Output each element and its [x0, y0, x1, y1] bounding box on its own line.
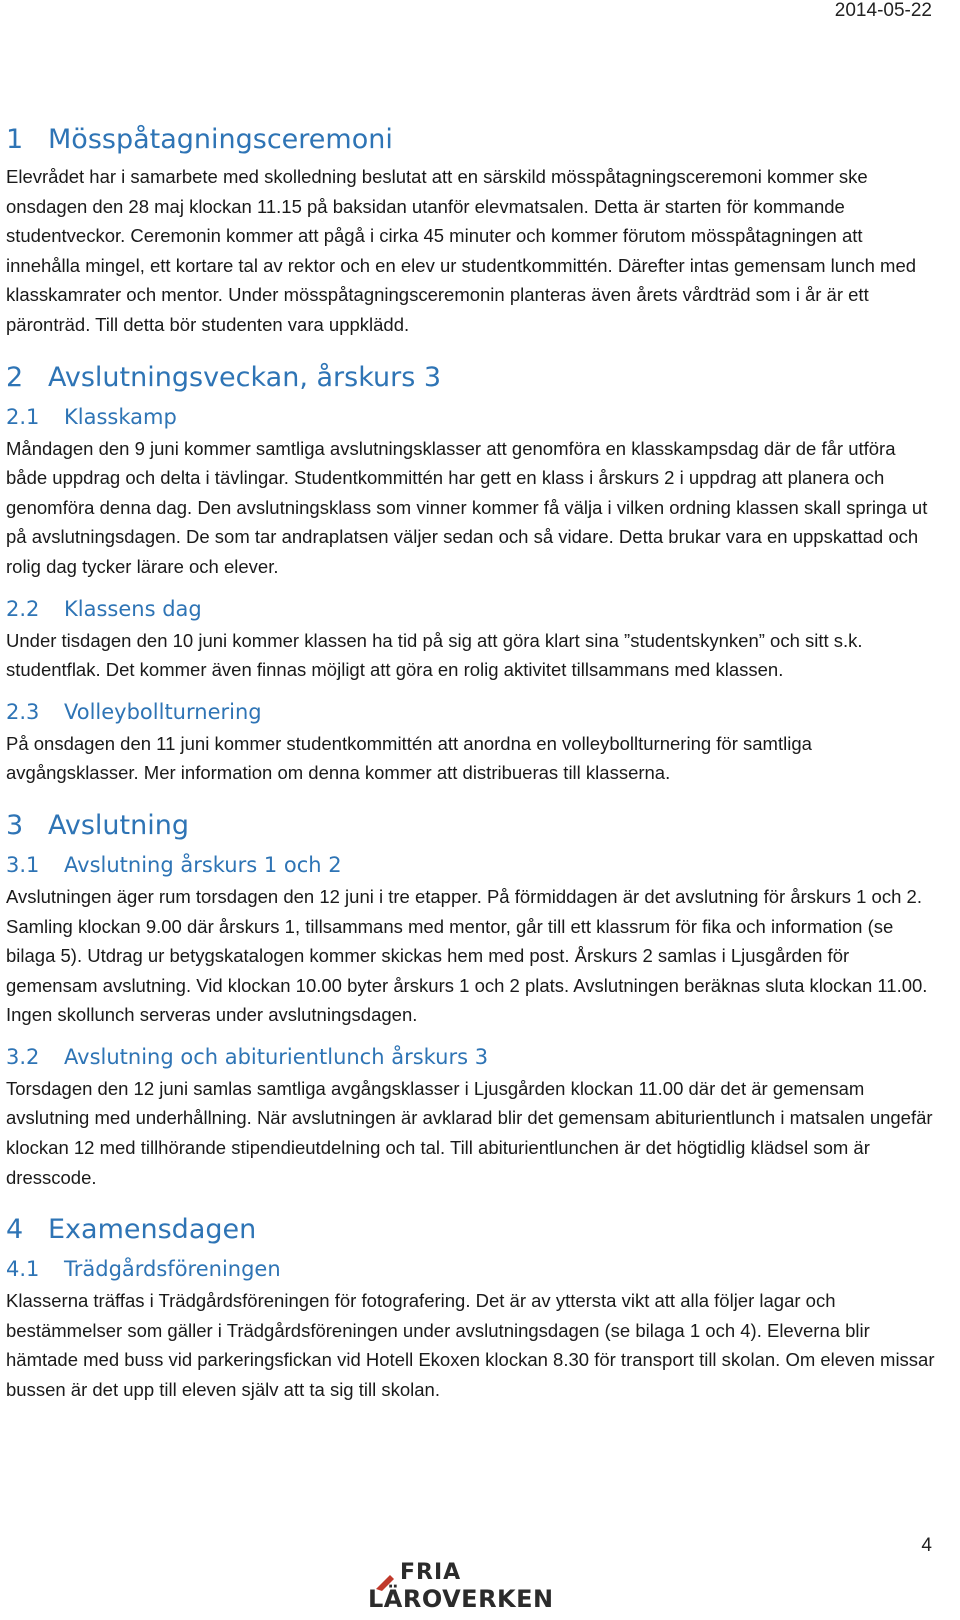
section-heading-2: 2 Avslutningsveckan, årskurs 3 [6, 361, 442, 393]
subsection-title: Avslutning årskurs 1 och 2 [64, 852, 342, 877]
paragraph: Avslutningen äger rum torsdagen den 12 juni i tre etapper. På förmiddagen är det avslutning för årskurs 1 och 2. Samling klockan 9.00 där årskurs 1, tillsammans med mentor, går till ett klassrum för fika och information (se bilaga 5). Utdrag ur betygskatalogen kommer skickas hem med post. Årskurs 2 samlas i Ljusgården för gemensam avslutning. Vid klockan 10.00 byter årskurs 1 och 2 plats. Avslutningen beräknas sluta klockan 11.00. Ingen skollunch serveras under avslutningsdagen. [6, 885, 928, 1026]
section-title: Avslutningsveckan, årskurs 3 [48, 361, 442, 393]
subsection-heading-3-2: 3.2 Avslutning och abiturientlunch årskurs 3 [6, 1044, 489, 1069]
subsection-title: Volleybollturnering [64, 699, 262, 724]
subsection-heading-4-1: 4.1 Trädgårdsföreningen [6, 1257, 281, 1282]
subsection-title: Avslutning och abiturientlunch årskurs 3 [64, 1044, 489, 1069]
document-body [6, 118, 941, 1405]
logo-line1: FRIA [400, 1560, 462, 1585]
section-title: Examensdagen [48, 1214, 257, 1246]
page-number: 4 [921, 1535, 932, 1556]
subsection-title: Klassens dag [64, 596, 202, 621]
paragraph: Torsdagen den 12 juni samlas samtliga avgångsklasser i Ljusgården klockan 11.00 där det är gemensam avslutning med underhållning. När avslutningen är avklarad blir det gemensam abiturientlunch i matsalen ungefär klockan 12 med tillhörande stipendieutdelning och tal. Till abiturientlunchen är det högtidlig klädsel som är dresscode. [6, 1077, 933, 1188]
section-title: Mösspåtagningsceremoni [48, 124, 393, 155]
logo-line2: LÄROVERKEN [368, 1585, 554, 1613]
paragraph: Måndagen den 9 juni kommer samtliga avslutningsklasser att genomföra en klasskampsdag där de får utföra både uppdrag och delta i tävlingar. Studentkommittén har gett en klass i årskurs 2 i uppdrag att planera och genomföra denna dag. Den avslutningsklass som vinner kommer få välja i vilken ordning klassen skall springa ut på avslutningsdagen. De som tar andraplatsen väljer sedan och så vidare. Detta brukar vara en uppskattad och rolig dag tycker lärare och elever. [6, 437, 928, 577]
subsection-heading-2-2: 2.2 Klassens dag [6, 596, 202, 621]
section-heading-4: 4 Examensdagen [6, 1214, 257, 1246]
section-title: Avslutning [48, 809, 189, 841]
subsection-title: Trädgårdsföreningen [64, 1257, 281, 1282]
subsection-heading-3-1: 3.1 Avslutning årskurs 1 och 2 [6, 852, 342, 877]
section-heading-1: 1 Mösspåtagningsceremoni [6, 124, 393, 155]
subsection-heading-2-1: 2.1 Klasskamp [6, 404, 177, 429]
paragraph: Elevrådet har i samarbete med skolledning beslutat att en särskild mösspåtagningsceremoni kommer ske onsdagen den 28 maj klockan 11.15 på baksidan utanför elevmatsalen. Detta är starten för kommande studentveckor. Ceremonin kommer att pågå i cirka 45 minuter och kommer förutom mösspåtagningen att innehålla mingel, ett kortare tal av rektor och en elev ur studentkommittén. Därefter intas gemensam lunch med klasskamrater och mentor. Under mösspåtagningsceremonin planteras även årets vårdträd som i år är ett päronträd. Till detta bör studenten vara uppklädd. [6, 166, 917, 335]
subsection-heading-2-3: 2.3 Volleybollturnering [6, 699, 262, 724]
paragraph: På onsdagen den 11 juni kommer studentkommittén att anordna en volleybollturnering för samtliga avgångsklasser. Mer information om denna kommer att distribueras till klasserna. [6, 732, 812, 784]
paragraph: Under tisdagen den 10 juni kommer klassen ha tid på sig att göra klart sina ”studentskynken” och sitt s.k. studentflak. Det kommer även finnas möjligt att göra en rolig aktivitet tillsammans med klassen. [6, 629, 863, 681]
section-heading-3: 3 Avslutning [6, 809, 189, 841]
paragraph: Klasserna träffas i Trädgårdsföreningen för fotografering. Det är av yttersta vikt att alla följer lagar och bestämmelser som gäller i Trädgårdsföreningen under avslutningsdagen (se bilaga 1 och 4). Eleverna blir hämtade med buss vid parkeringsfickan vid Hotell Ekoxen klockan 8.30 för transport till skolan. Om eleven missar bussen är det upp till eleven själv att ta sig till skolan. [6, 1290, 935, 1401]
fria-laroverken-logo [368, 1555, 568, 1613]
header-date: 2014-05-22 [834, 0, 932, 21]
subsection-title: Klasskamp [64, 404, 177, 429]
